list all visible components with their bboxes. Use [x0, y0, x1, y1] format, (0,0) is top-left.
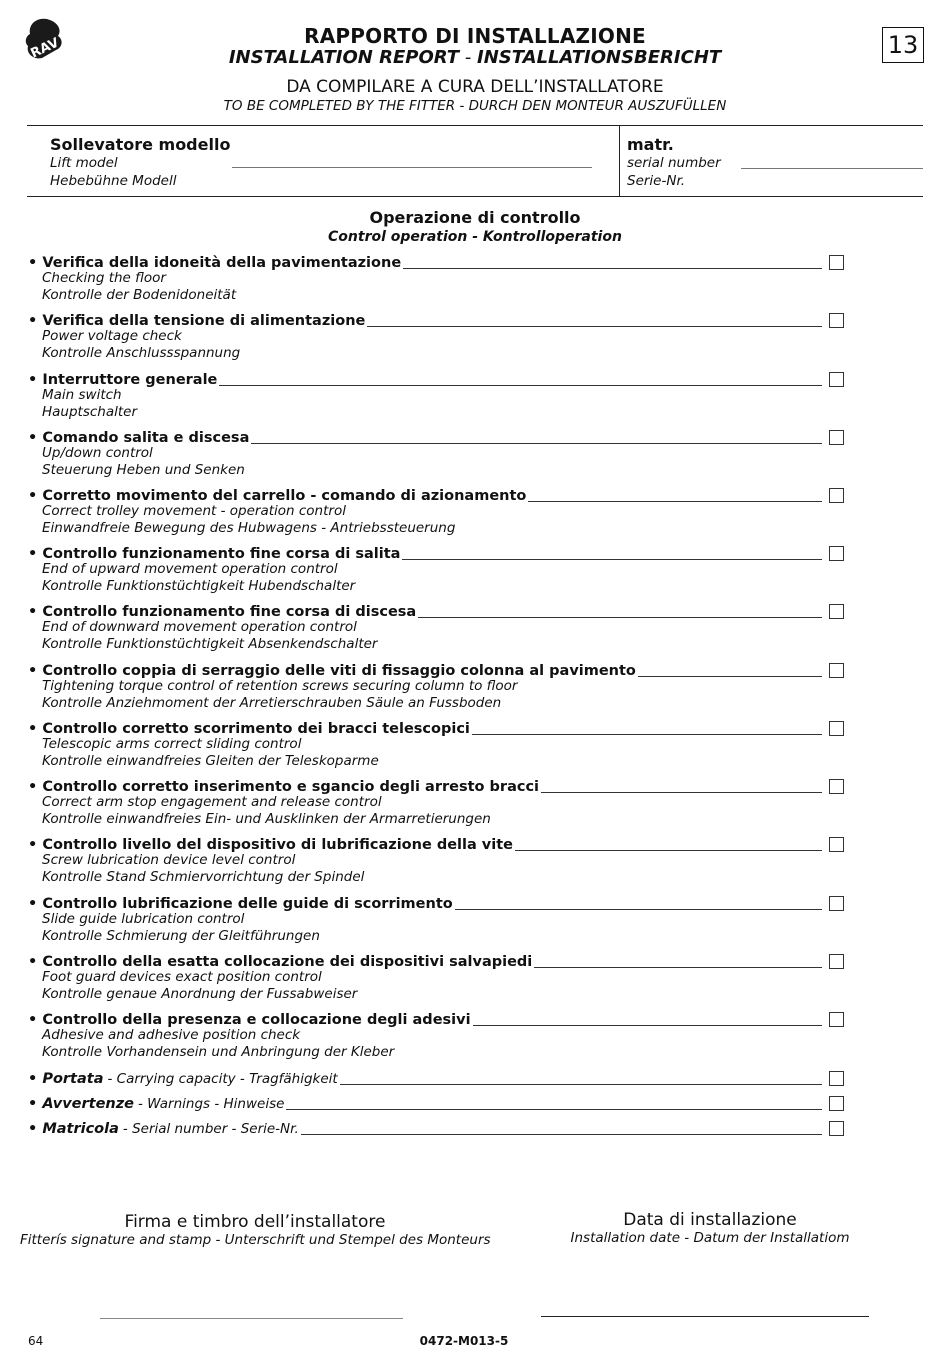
- check-checkbox[interactable]: [829, 255, 844, 270]
- check-label-de: Kontrolle Anziehmoment der Arretierschrauben Säule an Fussboden: [42, 695, 502, 711]
- instruction-it: DA COMPILARE A CURA DELL’INSTALLATORE: [286, 77, 664, 97]
- check-item: [28, 486, 848, 542]
- check-label-it: • Controllo lubrificazione delle guide di scorrimento: [28, 896, 453, 912]
- check-label-it: • Controllo livello del dispositivo di lubrificazione della vite: [28, 837, 513, 853]
- document-subtitle: [0, 47, 950, 68]
- serial-label-en: serial number: [627, 155, 721, 171]
- check-label-it: • Corretto movimento del carrello - comando di azionamento: [28, 488, 527, 504]
- check-checkbox[interactable]: [829, 313, 844, 328]
- subtitle-separator: -: [459, 47, 478, 68]
- signature-block: [20, 1212, 490, 1248]
- check-label-en: Adhesive and adhesive position check: [42, 1027, 301, 1043]
- check-label-it: • Controllo della esatta collocazione dei dispositivi salvapiedi: [28, 954, 533, 970]
- check-item: [28, 835, 848, 891]
- check-label-it: • Controllo funzionamento fine corsa di salita: [28, 546, 401, 562]
- check-checkbox[interactable]: [829, 896, 844, 911]
- check-checkbox[interactable]: [829, 1012, 844, 1027]
- signature-subtitle: Fitterís signature and stamp - Unterschrift und Stempel des Monteurs: [20, 1232, 491, 1248]
- check-label-de: Kontrolle der Bodenidoneität: [42, 287, 237, 303]
- lift-model-label: [50, 135, 230, 190]
- check-item-serial: [28, 1119, 848, 1139]
- check-label-en: Foot guard devices exact position control: [42, 969, 322, 985]
- serial-label-it: matr.: [627, 135, 674, 154]
- capacity-label-it: • Portata: [28, 1071, 104, 1087]
- check-label-de: Kontrolle Vorhandensein und Anbringung der Kleber: [42, 1044, 395, 1060]
- check-label-en: Tightening torque control of retention screws securing column to floor: [42, 678, 518, 694]
- check-checkbox[interactable]: [829, 663, 844, 678]
- check-checkbox[interactable]: [829, 954, 844, 969]
- warnings-label-it: • Avvertenze: [28, 1096, 134, 1112]
- serial-number-field[interactable]: [741, 151, 923, 169]
- divider-vertical: [619, 126, 620, 196]
- check-label-en: Telescopic arms correct sliding control: [42, 736, 302, 752]
- check-checkbox[interactable]: [829, 546, 844, 561]
- serial-check-label-rest: - Serial number - Serie-Nr.: [122, 1121, 299, 1137]
- date-line[interactable]: [541, 1298, 869, 1317]
- serial-check-label-it: • Matricola: [28, 1121, 119, 1137]
- check-label-en: End of upward movement operation control: [42, 561, 338, 577]
- check-label-en: Checking the floor: [42, 270, 166, 286]
- capacity-label-rest: - Carrying capacity - Tragfähigkeit: [107, 1071, 338, 1087]
- check-checkbox[interactable]: [829, 372, 844, 387]
- lift-model-label-de: Hebebühne Modell: [50, 173, 177, 189]
- check-label-de: Kontrolle Schmierung der Gleitführungen: [42, 928, 320, 944]
- check-label-en: Power voltage check: [42, 328, 182, 344]
- check-label-en: Screw lubrication device level control: [42, 852, 296, 868]
- page-number: 64: [28, 1334, 44, 1348]
- check-label-de: Kontrolle Funktionstüchtigkeit Hubendschalter: [42, 578, 356, 594]
- check-label-it: • Controllo corretto inserimento e sgancio degli arresto bracci: [28, 779, 540, 795]
- document-title: RAPPORTO DI INSTALLAZIONE: [304, 24, 646, 48]
- section-title: Operazione di controllo: [369, 208, 581, 227]
- check-checkbox[interactable]: [829, 430, 844, 445]
- check-label-en: Correct arm stop engagement and release control: [42, 794, 382, 810]
- lift-model-label-it: Sollevatore modello: [50, 135, 231, 154]
- capacity-checkbox[interactable]: [829, 1071, 844, 1086]
- chapter-number-badge: 13: [882, 27, 924, 63]
- check-label-en: Main switch: [42, 387, 122, 403]
- check-item-capacity: [28, 1069, 848, 1089]
- check-item: [28, 311, 848, 367]
- warnings-label-rest: - Warnings - Hinweise: [138, 1096, 285, 1112]
- check-label-de: Kontrolle einwandfreies Ein- und Ausklinken der Armarretierungen: [42, 811, 491, 827]
- check-label-en: End of downward movement operation control: [42, 619, 357, 635]
- check-label-it: • Interruttore generale: [28, 372, 218, 388]
- check-item: [28, 370, 848, 426]
- check-label-en: Correct trolley movement - operation control: [42, 503, 346, 519]
- check-item: [28, 1010, 848, 1066]
- check-label-it: • Controllo corretto scorrimento dei bracci telescopici: [28, 721, 470, 737]
- date-title: Data di installazione: [623, 1210, 797, 1230]
- check-label-de: Kontrolle Stand Schmiervorrichtung der Spindel: [42, 869, 365, 885]
- check-checkbox[interactable]: [829, 779, 844, 794]
- check-label-de: Kontrolle Funktionstüchtigkeit Absenkendschalter: [42, 636, 378, 652]
- check-label-de: Kontrolle einwandfreies Gleiten der Teleskoparme: [42, 753, 379, 769]
- instruction-en-de: TO BE COMPLETED BY THE FITTER - DURCH DEN MONTEUR AUSZUFÜLLEN: [223, 98, 727, 114]
- check-label-de: Hauptschalter: [42, 404, 138, 420]
- check-label-it: • Comando salita e discesa: [28, 430, 250, 446]
- serial-checkbox[interactable]: [829, 1121, 844, 1136]
- check-checkbox[interactable]: [829, 488, 844, 503]
- check-checkbox[interactable]: [829, 604, 844, 619]
- lift-model-field[interactable]: [232, 150, 592, 168]
- document-code: 0472-M013-5: [419, 1334, 509, 1348]
- check-label-de: Kontrolle genaue Anordnung der Fussabweiser: [42, 986, 358, 1002]
- check-item: [28, 428, 848, 484]
- serial-label-de: Serie-Nr.: [627, 173, 686, 189]
- check-label-it: • Controllo funzionamento fine corsa di discesa: [28, 604, 417, 620]
- svg-text:RAV: RAV: [28, 35, 62, 60]
- divider-bottom: [27, 196, 923, 197]
- check-label-en: Up/down control: [42, 445, 153, 461]
- check-item: [28, 661, 848, 717]
- check-label-it: • Controllo coppia di serraggio delle viti di fissaggio colonna al pavimento: [28, 663, 636, 679]
- subtitle-de: INSTALLATIONSBERICHT: [477, 47, 722, 68]
- check-label-de: Kontrolle Anschlussspannung: [42, 345, 241, 361]
- check-label-de: Steuerung Heben und Senken: [42, 462, 245, 478]
- check-item-warnings: [28, 1094, 848, 1114]
- signature-line[interactable]: [100, 1300, 403, 1319]
- warnings-checkbox[interactable]: [829, 1096, 844, 1111]
- check-label-en: Slide guide lubrication control: [42, 911, 245, 927]
- check-checkbox[interactable]: [829, 837, 844, 852]
- check-item: [28, 777, 848, 833]
- lift-model-label-en: Lift model: [50, 155, 118, 171]
- check-label-de: Einwandfreie Bewegung des Hubwagens - Antriebssteuerung: [42, 520, 456, 536]
- check-item: [28, 602, 848, 658]
- check-item: [28, 719, 848, 775]
- divider-top: [27, 125, 923, 126]
- section-subtitle: Control operation - Kontrolloperation: [328, 229, 622, 245]
- date-subtitle: Installation date - Datum der Installatiom: [570, 1230, 850, 1246]
- signature-title: Firma e timbro dell’installatore: [124, 1212, 386, 1232]
- check-item: [28, 952, 848, 1008]
- check-label-it: • Controllo della presenza e collocazione degli adesivi: [28, 1012, 471, 1028]
- check-item: [28, 253, 848, 309]
- check-label-it: • Verifica della idoneità della pavimentazione: [28, 255, 402, 271]
- check-item: [28, 544, 848, 600]
- subtitle-en: INSTALLATION REPORT: [228, 47, 460, 68]
- date-block: [545, 1210, 875, 1246]
- check-checkbox[interactable]: [829, 721, 844, 736]
- check-item: [28, 894, 848, 950]
- serial-number-label: [627, 135, 721, 190]
- check-label-it: • Verifica della tensione di alimentazione: [28, 313, 366, 329]
